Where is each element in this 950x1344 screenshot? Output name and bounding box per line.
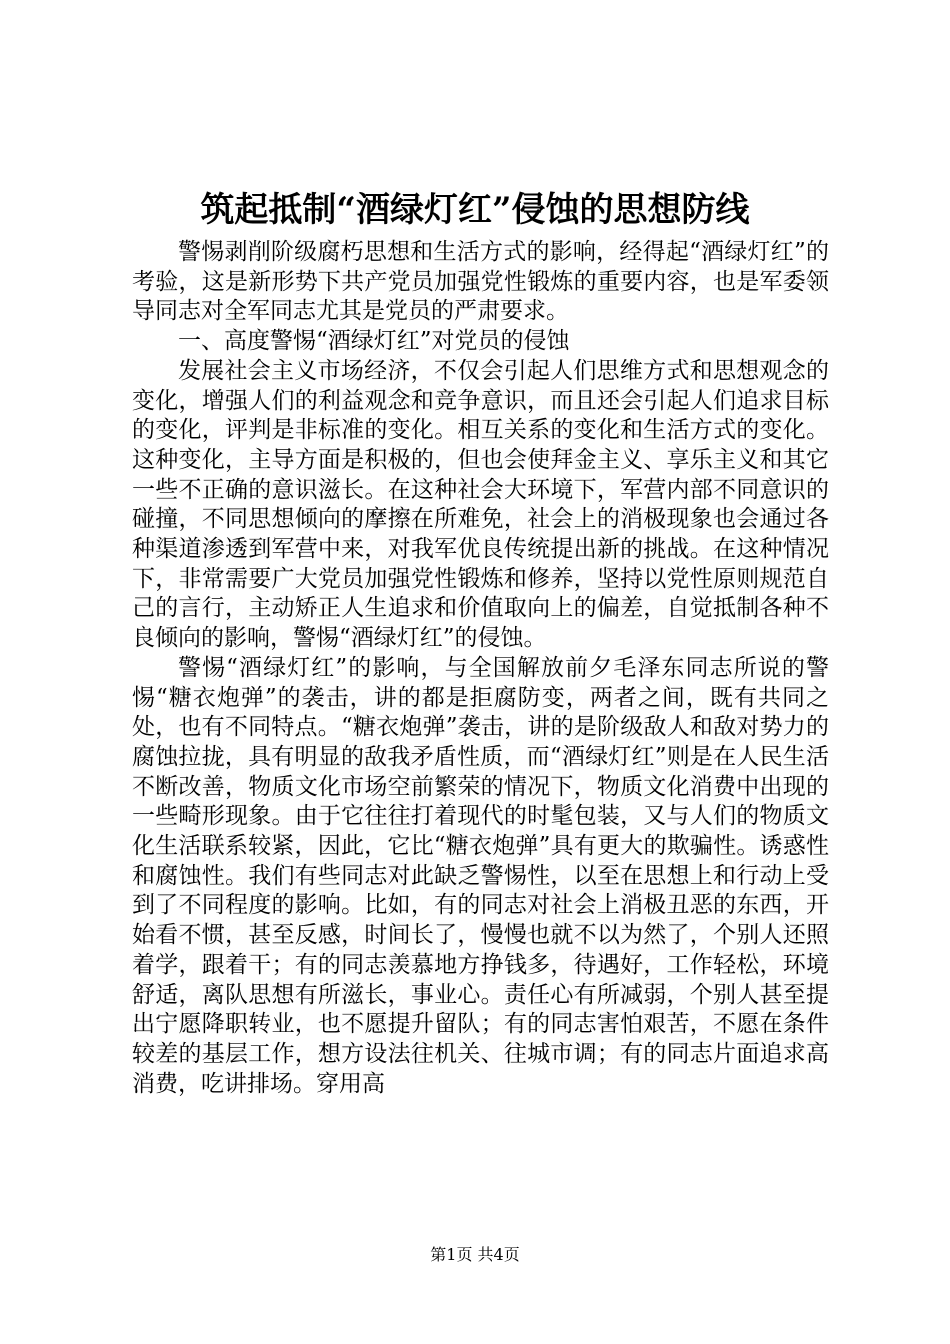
document-title: 筑起抵制“酒绿灯红”侵蚀的思想防线 bbox=[200, 190, 750, 230]
page-number-footer: 第1页 共4页 bbox=[430, 1245, 520, 1264]
document-body bbox=[132, 238, 829, 1099]
paragraph-intro: 警惕剥削阶级腐朽思想和生活方式的影响，经得起“酒绿灯红”的考验，这是新形势下共产党员加强党性锻炼的重要内容，也是军委领导同志对全军同志尤其是党员的严肃要求。 bbox=[132, 239, 829, 325]
paragraph: 警惕“酒绿灯红”的影响，与全国解放前夕毛泽东同志所说的警惕“糖衣炮弹”的袭击，讲的都是拒腐防变，两者之间，既有共同之处，也有不同特点。“糖衣炮弹”袭击，讲的是阶级敌人和敌对势力的腐蚀拉拢，具有明显的敌我矛盾性质，而“酒绿灯红”则是在人民生活不断改善，物质文化市场空前繁荣的情况下，物质文化消费中出现的一些畸形现象。由于它往往打着现代的时髦包装，又与人们的物质文化生活联系较紧，因此，它比“糖衣炮弹”具有更大的欺骗性。诱惑性和腐蚀性。我们有些同志对此缺乏警惕性，以至在思想上和行动上受到了不同程度的影响。比如，有的同志对社会上消极丑恶的东西，开始看不惯，甚至反感，时间长了，慢慢也就不以为然了，个别人还照着学，跟着干；有的同志羡慕地方挣钱多，待遇好，工作轻松，环境舒适，离队思想有所滋长，事业心。责任心有所减弱，个别人甚至提出宁愿降职转业，也不愿提升留队；有的同志害怕艰苦，不愿在条件较差的基层工作，想方设法往机关、往城市调；有的同志片面追求高消费，吃讲排场。穿用高 bbox=[132, 654, 829, 1097]
section-heading: 一、高度警惕“酒绿灯红”对党员的侵蚀 bbox=[178, 328, 570, 355]
paragraph: 发展社会主义市场经济，不仅会引起人们思维方式和思想观念的变化，增强人们的利益观念和竞争意识，而且还会引起人们追求目标的变化，评判是非标准的变化。相互关系的变化和生活方式的变化。这种变化，主导方面是积极的，但也会使拜金主义、享乐主义和其它一些不正确的意识滋长。在这种社会大环境下，军营内部不同意识的碰撞，不同思想倾向的摩擦在所难免，社会上的消极现象也会通过各种渠道渗透到军营中来，对我军优良传统提出新的挑战。在这种情况下，非常需要广大党员加强党性锻炼和修养，坚持以党性原则规范自己的言行，主动矫正人生追求和价值取向上的偏差，自觉抵制各种不良倾向的影响，警惕“酒绿灯红”的侵蚀。 bbox=[132, 357, 829, 652]
